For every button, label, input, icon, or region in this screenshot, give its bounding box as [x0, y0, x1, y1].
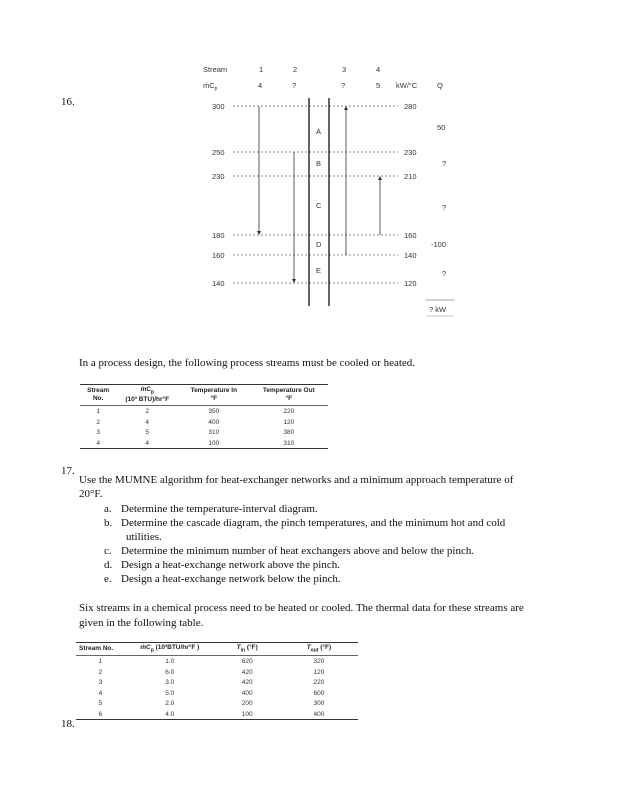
- table-cell: 400: [241, 689, 253, 697]
- q17-item-b-continuation: utilities.: [126, 531, 162, 543]
- table-cell: 6: [98, 710, 103, 718]
- table-cell: 400: [313, 710, 325, 718]
- q-column-label: Q: [437, 81, 443, 90]
- table-cell: 620: [241, 658, 253, 666]
- table-row: [76, 688, 358, 699]
- q17-item-e: e. Design a heat-exchange network below the pinch.: [104, 573, 341, 585]
- table-row: [76, 656, 358, 667]
- q18-header-stream: Stream No.: [79, 645, 114, 653]
- table-cell: 3.0: [165, 679, 175, 687]
- left-temp-300: 300: [212, 102, 225, 111]
- interval-label-e: E: [316, 266, 322, 275]
- right-temp-210: 210: [404, 172, 417, 181]
- table-cell: 1: [98, 658, 103, 666]
- table-cell: 1.0: [165, 658, 175, 666]
- diagram-stream-label: Stream: [203, 65, 228, 74]
- right-temp-230: 230: [404, 148, 417, 157]
- mcp-unit: kW/°C: [396, 81, 418, 90]
- table-cell: 220: [283, 408, 295, 416]
- table-cell: 100: [241, 710, 253, 718]
- q17-item-a: a. Determine the temperature-interval diagram.: [104, 503, 318, 515]
- table-row: [80, 417, 328, 428]
- table-row: [80, 406, 328, 417]
- stream-number-3: 3: [342, 65, 347, 74]
- q17-item-c: c. Determine the minimum number of heat exchangers above and below the pinch.: [104, 545, 475, 557]
- mcp-value-1: 4: [258, 81, 263, 90]
- left-temp-230: 230: [212, 172, 225, 181]
- stream-number-2: 2: [293, 65, 298, 74]
- mcp-value-3: ?: [341, 81, 346, 90]
- table-cell: 310: [208, 429, 220, 437]
- table-cell: 4: [145, 418, 150, 426]
- q-value-d: -100: [431, 240, 447, 249]
- table-cell: 5.0: [165, 689, 175, 697]
- diagram-mcp-label: ṁC$_p$: [203, 81, 218, 92]
- stream-number-4: 4: [376, 65, 381, 74]
- q-value-c: ?: [442, 203, 447, 212]
- right-temp-140: 140: [404, 251, 417, 260]
- left-temp-180: 180: [212, 231, 225, 240]
- q18-intro-line1: Six streams in a chemical process need to be heated or cooled. The thermal data for these streams are: [79, 602, 524, 614]
- table-cell: 3: [96, 429, 100, 437]
- table-cell: 4: [96, 439, 100, 447]
- stream-number-1: 1: [259, 65, 264, 74]
- table-row: [76, 677, 358, 688]
- table-cell: 600: [313, 689, 325, 697]
- table-cell: 320: [313, 658, 325, 666]
- question-number-18: 18.: [61, 718, 75, 730]
- table-cell: 2: [145, 408, 150, 416]
- table-cell: 5: [98, 700, 103, 708]
- q-value-b: ?: [442, 159, 447, 168]
- q17-stream-table: [80, 384, 328, 449]
- table-cell: 220: [313, 679, 325, 687]
- total-heat-box: ? kW: [429, 305, 447, 314]
- table-cell: 3: [98, 679, 103, 687]
- table-cell: 2.0: [165, 700, 175, 708]
- table-cell: 400: [208, 418, 220, 426]
- table-cell: 350: [208, 408, 220, 416]
- temperature-interval-diagram: [195, 60, 465, 320]
- table-cell: 2: [98, 668, 103, 676]
- table-cell: 1: [96, 408, 100, 416]
- table-cell: 120: [283, 418, 295, 426]
- right-temp-120: 120: [404, 279, 417, 288]
- left-temp-140: 140: [212, 279, 225, 288]
- question-number-16: 16.: [61, 96, 75, 108]
- table-cell: 380: [283, 429, 295, 437]
- table-cell: 420: [241, 679, 253, 687]
- q17-header-mcp: ṁC$_p$ (10³ BTU)/hr°F: [125, 386, 170, 404]
- table-cell: 5: [145, 429, 150, 437]
- q17-header-stream: Stream No.: [87, 387, 110, 403]
- table-row: [80, 438, 328, 449]
- interval-label-d: D: [316, 240, 322, 249]
- q18-intro-line2: given in the following table.: [79, 617, 204, 629]
- q17-instruction-line2: 20°F.: [79, 488, 103, 500]
- table-row: [76, 709, 358, 720]
- q17-header-temp-in: Temperature In °F: [190, 387, 238, 403]
- table-cell: 4: [98, 689, 103, 697]
- q17-intro-text: In a process design, the following process streams must be cooled or heated.: [79, 357, 416, 369]
- table-row: [76, 667, 358, 678]
- q-value-e: ?: [442, 269, 447, 278]
- interval-label-c: C: [316, 201, 322, 210]
- right-temp-280: 280: [404, 102, 417, 111]
- table-cell: 4.0: [165, 710, 175, 718]
- table-cell: 310: [283, 439, 295, 447]
- table-cell: 300: [313, 700, 325, 708]
- left-temp-160: 160: [212, 251, 225, 260]
- table-cell: 420: [241, 668, 253, 676]
- q17-item-d: d. Design a heat-exchange network above the pinch.: [104, 559, 340, 571]
- left-temp-250: 250: [212, 148, 225, 157]
- interval-label-b: B: [316, 159, 322, 168]
- q-value-a: 50: [437, 123, 446, 132]
- q18-header-tout: $T_{out}$ (°F): [306, 644, 332, 654]
- table-row: [80, 427, 328, 438]
- mcp-value-2: ?: [292, 81, 297, 90]
- table-cell: 200: [241, 700, 253, 708]
- q18-stream-table: [76, 642, 358, 720]
- interval-label-a: A: [316, 127, 322, 136]
- q17-instruction-line1: Use the MUMNE algorithm for heat-exchanger networks and a minimum approach temperature of: [79, 474, 514, 486]
- q18-header-mcp: ṁC$_p$ (10³BTU/hr°F ): [140, 644, 200, 654]
- table-cell: 6.0: [165, 668, 175, 676]
- table-cell: 100: [208, 439, 220, 447]
- mcp-value-4: 5: [376, 81, 381, 90]
- right-temp-160: 160: [404, 231, 417, 240]
- table-cell: 2: [96, 418, 100, 426]
- table-cell: 120: [313, 668, 325, 676]
- q17-item-b: b. Determine the cascade diagram, the pinch temperatures, and the minimum hot and cold: [104, 517, 506, 529]
- q18-header-tin: $T_{in}$ (°F): [236, 644, 258, 654]
- table-row: [76, 698, 358, 709]
- q17-header-temp-out: Temperature Out °F: [262, 387, 315, 403]
- table-cell: 4: [145, 439, 150, 447]
- question-number-17: 17.: [61, 465, 75, 477]
